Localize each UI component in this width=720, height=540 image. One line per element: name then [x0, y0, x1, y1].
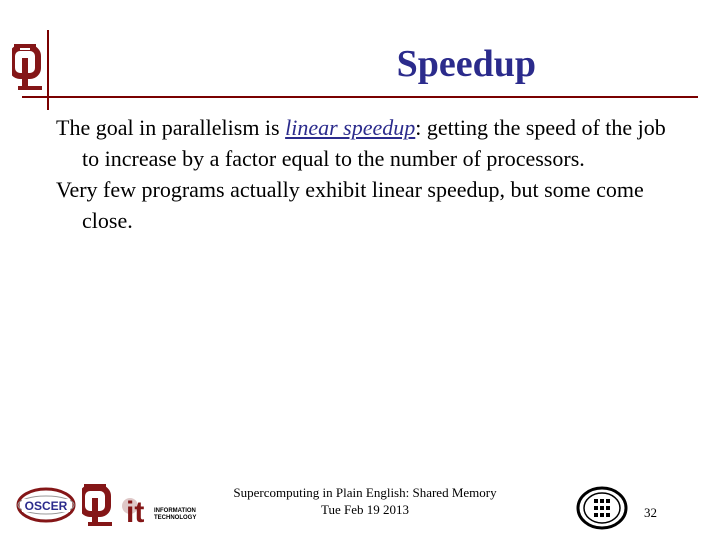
footer-text	[205, 484, 525, 518]
oscer-logo-text: OSCER	[24, 499, 68, 513]
oscer-logo-icon	[16, 485, 76, 525]
slide-body	[56, 112, 676, 236]
footer-line-1: Supercomputing in Plain English: Shared Memory	[233, 485, 497, 500]
seal-logo-icon	[576, 486, 628, 530]
ou-logo-icon	[12, 44, 46, 92]
page-number: 32	[644, 505, 657, 520]
slide-title: Speedup	[396, 43, 536, 85]
footer-line-2: Tue Feb 19 2013	[320, 502, 409, 517]
bullet-1: The goal in parallelism is linear speedup: getting the speed of the job to increase by a factor equal to the number of processors.	[56, 115, 666, 171]
it-logo-sub2: TECHNOLOGY	[154, 515, 197, 521]
linear-speedup-term: linear speedup	[285, 115, 416, 140]
vertical-rule	[47, 30, 49, 110]
it-logo-sub1: INFORMATION	[154, 508, 196, 514]
bullet-2: Very few programs actually exhibit linear speedup, but some come close.	[56, 177, 644, 233]
it-logo-icon	[120, 488, 206, 528]
ou-small-logo-icon	[82, 484, 116, 528]
horizontal-rule	[22, 96, 698, 98]
it-logo-text: it	[126, 496, 145, 528]
